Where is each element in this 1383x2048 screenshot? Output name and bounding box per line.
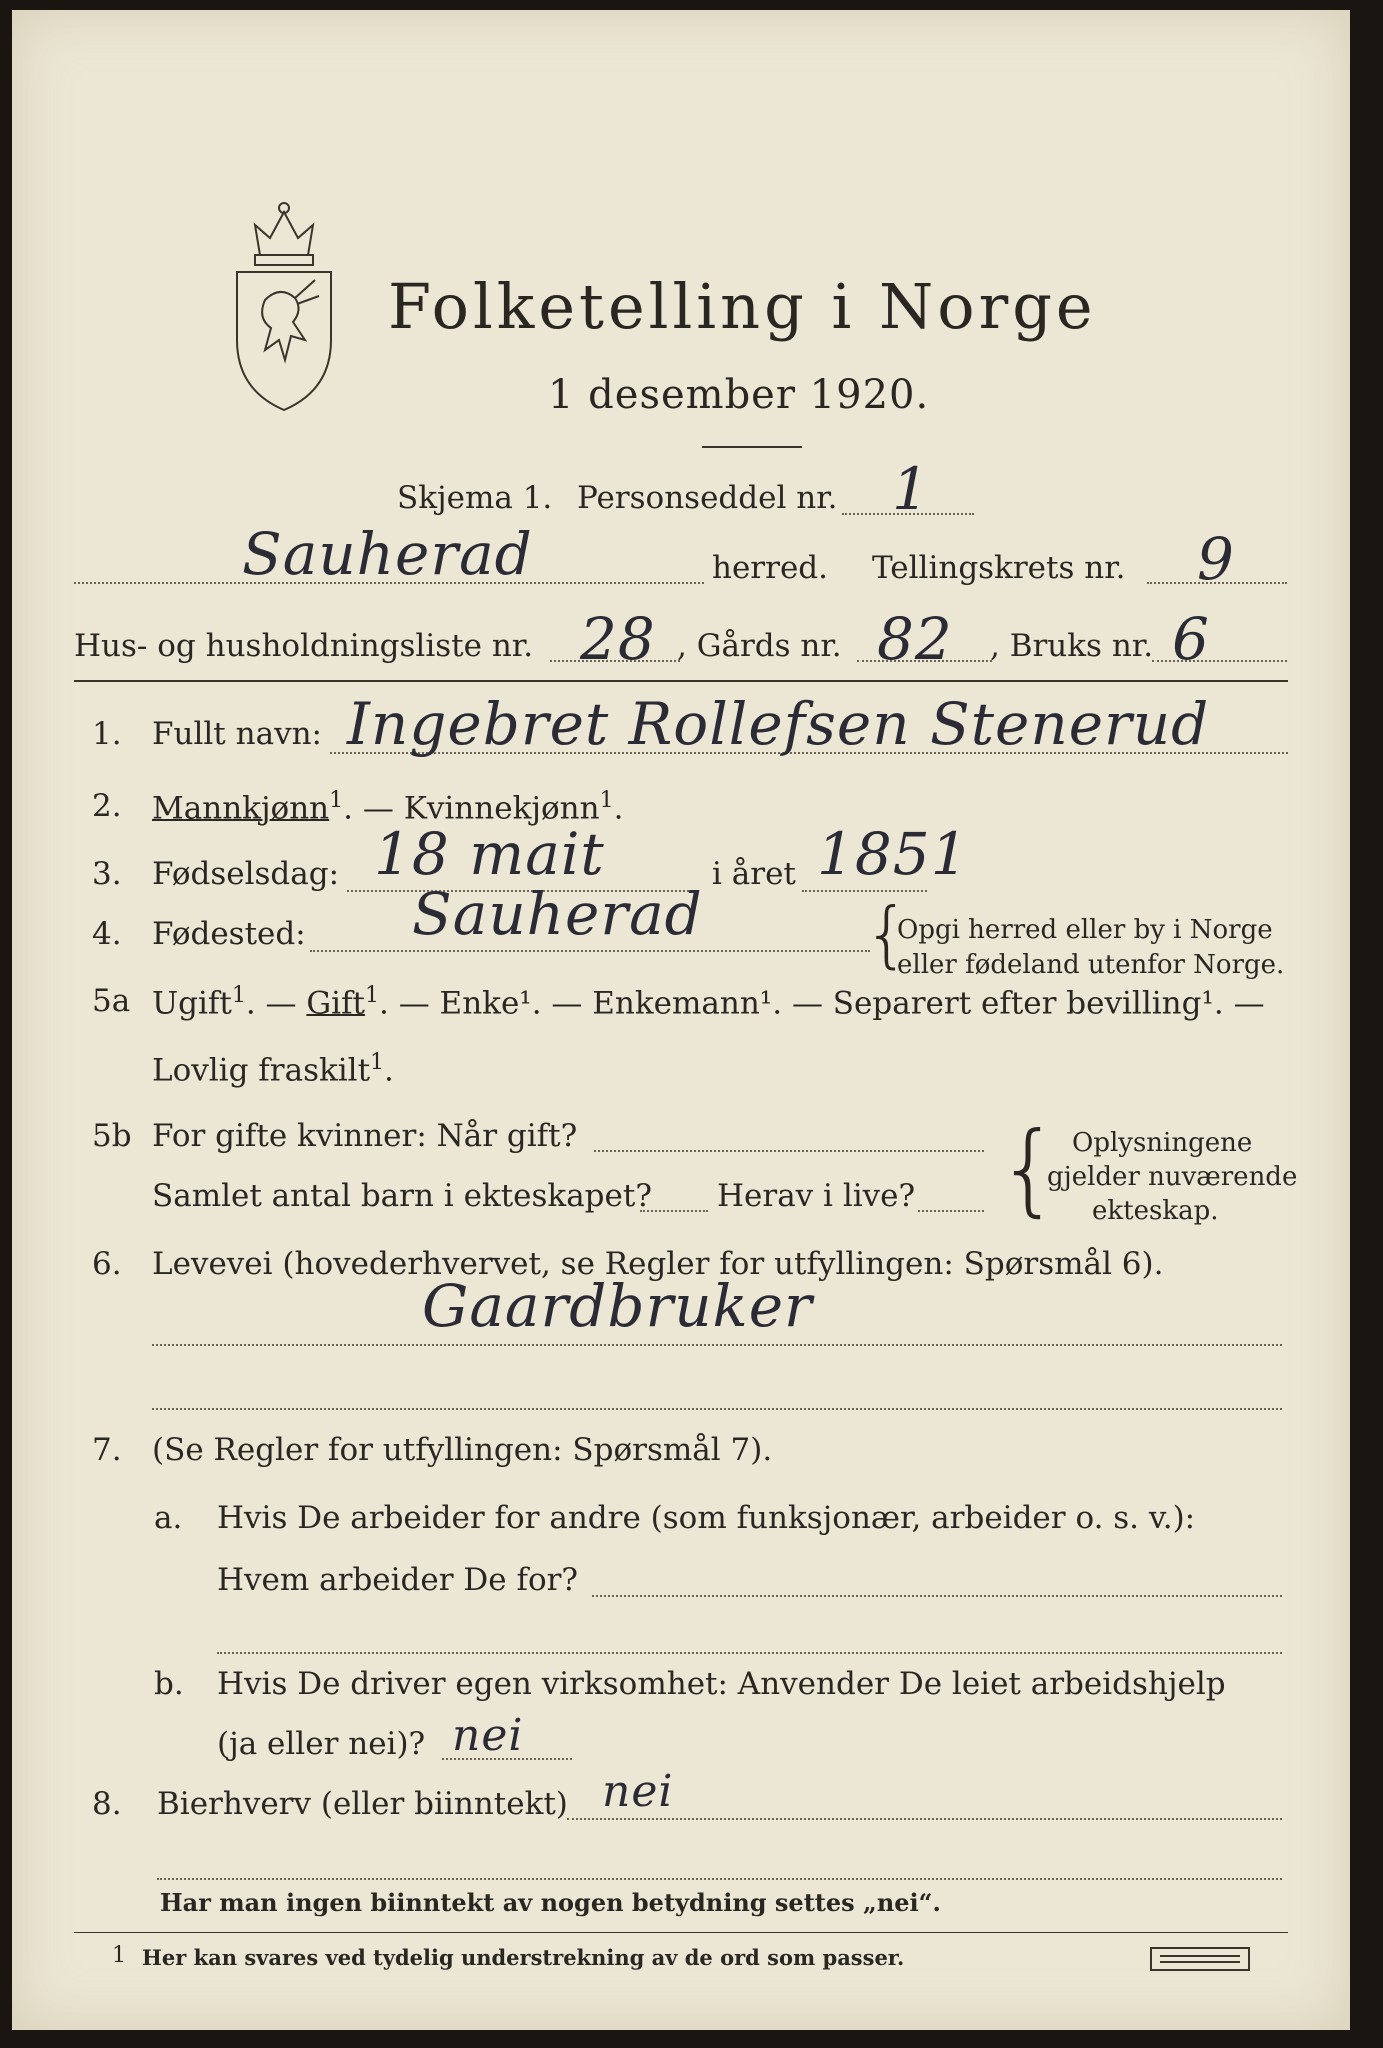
q7a-line2-fill <box>592 1595 1282 1597</box>
q5b-line2b: Herav i live? <box>717 1178 916 1214</box>
q5b-line1-fill <box>594 1150 984 1152</box>
census-date: 1 desember 1920. <box>548 372 930 418</box>
q2-male: Mannkjønn <box>152 790 330 827</box>
q5a-options <box>152 983 1265 1021</box>
q8-label: Bierhverv (eller biinntekt) <box>157 1786 568 1822</box>
q6-line2 <box>152 1408 1282 1410</box>
q5a-gift: Gift <box>306 985 365 1022</box>
q7b-value: nei <box>452 1710 524 1761</box>
q5b-line1: For gifte kvinner: Når gift? <box>152 1118 578 1154</box>
q4-number: 4. <box>92 916 122 952</box>
q4-brace: { <box>864 892 910 976</box>
q1-value: Ingebret Rollefsen Stenerud <box>347 690 1210 758</box>
q5a-fraskilt-footnote-mark: 1 <box>370 1050 385 1075</box>
q5a-rest: . — Enke¹. — Enkemann¹. — Separert efter bevilling¹. — <box>379 985 1265 1022</box>
q5a-line2 <box>152 1050 394 1088</box>
q8-line2-fill <box>157 1878 1282 1880</box>
q5b-note-line2: gjelder nuværende <box>1047 1162 1298 1192</box>
q6-value: Gaardbruker <box>422 1272 813 1340</box>
q5a-ugift: Ugift <box>152 985 232 1022</box>
q7a-number: a. <box>154 1500 183 1536</box>
q7b-line2: (ja eller nei)? <box>217 1726 426 1762</box>
footnote-mark: 1 <box>112 1943 126 1968</box>
q2-female: Kvinnekjønn <box>403 790 600 827</box>
header-rule <box>74 680 1288 682</box>
q4-line <box>310 950 870 952</box>
q7a-line1: Hvis De arbeider for andre (som funksjonær, arbeider o. s. v.): <box>217 1500 1196 1536</box>
printer-stamp-icon <box>1150 1947 1250 1971</box>
q1-number: 1. <box>92 716 122 752</box>
q4-value: Sauherad <box>412 880 703 948</box>
q1-label: Fullt navn: <box>152 716 322 752</box>
q4-note-line1: Opgi herred eller by i Norge <box>897 915 1273 945</box>
tellingskrets-label: Tellingskrets nr. <box>872 550 1126 586</box>
q5a-gift-footnote-mark: 1 <box>365 983 379 1008</box>
q6-line1 <box>152 1344 1282 1346</box>
personseddel-value: 1 <box>892 455 930 523</box>
q5a-separator: . — <box>245 985 307 1022</box>
q7-label: (Se Regler for utfyllingen: Spørsmål 7). <box>152 1432 773 1468</box>
q6-label: Levevei (hovederhvervet, se Regler for utfyllingen: Spørsmål 6). <box>152 1246 1164 1282</box>
q7a-line3-fill <box>217 1652 1282 1654</box>
q5a-ugift-footnote-mark: 1 <box>231 983 246 1008</box>
q2-male-footnote-mark: 1 <box>329 788 344 813</box>
gards-label: , Gårds nr. <box>677 628 842 664</box>
personseddel-label: Personseddel nr. <box>577 480 838 516</box>
q5b-brace: { <box>997 1110 1061 1227</box>
husliste-value: 28 <box>580 605 656 673</box>
q8-number: 8. <box>92 1786 122 1822</box>
q4-note-line2: eller fødeland utenfor Norge. <box>897 950 1285 980</box>
title-divider <box>702 446 802 448</box>
gards-value: 82 <box>877 605 953 673</box>
q5a-fraskilt-end: . <box>384 1052 394 1089</box>
q7b-line1: Hvis De driver egen virksomhet: Anvender De leiet arbeidshjelp <box>217 1666 1226 1702</box>
q5b-number: 5b <box>92 1118 132 1154</box>
bruks-label: , Bruks nr. <box>990 628 1154 664</box>
q6-number: 6. <box>92 1246 122 1282</box>
q5b-note-line3: ekteskap. <box>1092 1196 1219 1226</box>
q4-label: Fødested: <box>152 916 306 952</box>
q5a-number: 5a <box>92 983 131 1019</box>
q5a-fraskilt: Lovlig fraskilt <box>152 1052 371 1089</box>
census-form <box>12 10 1350 2030</box>
skjema-label: Skjema 1. <box>397 480 553 516</box>
husliste-label: Hus- og husholdningsliste nr. <box>74 628 534 664</box>
nei-instruction: Har man ingen biinntekt av nogen betydning settes „nei“. <box>160 1888 941 1917</box>
footnote-rule <box>74 1932 1288 1933</box>
q2-number: 2. <box>92 788 122 824</box>
q7a-line2: Hvem arbeider De for? <box>217 1562 579 1598</box>
herred-label: herred. <box>712 550 828 586</box>
q2-end: . <box>613 790 624 827</box>
q7-number: 7. <box>92 1432 122 1468</box>
herred-value: Sauherad <box>242 520 533 588</box>
q5b-line2b-fill <box>918 1210 984 1212</box>
q8-line-fill <box>567 1818 1282 1820</box>
q7b-number: b. <box>154 1666 184 1702</box>
q8-value: nei <box>602 1766 674 1817</box>
q5b-line2a: Samlet antal barn i ekteskapet? <box>152 1178 652 1214</box>
tellingskrets-value: 9 <box>1197 525 1235 593</box>
q3-label: Fødselsdag: <box>152 856 340 892</box>
q3-year-value: 1851 <box>817 820 969 888</box>
q5b-note-line1: Oplysningene <box>1072 1128 1253 1158</box>
coat-of-arms-icon <box>225 200 343 415</box>
q3-value: 18 mait <box>374 820 605 888</box>
q5b-line2a-fill <box>640 1210 708 1212</box>
footnote-text: Her kan svares ved tydelig understrekning av de ord som passer. <box>142 1945 905 1970</box>
q3-year-label: i året <box>712 856 796 892</box>
form-title: Folketelling i Norge <box>388 270 1097 343</box>
q2-separator: . — <box>343 790 404 827</box>
bruks-value: 6 <box>1172 605 1210 673</box>
q2-female-footnote-mark: 1 <box>599 788 614 813</box>
q3-number: 3. <box>92 856 122 892</box>
